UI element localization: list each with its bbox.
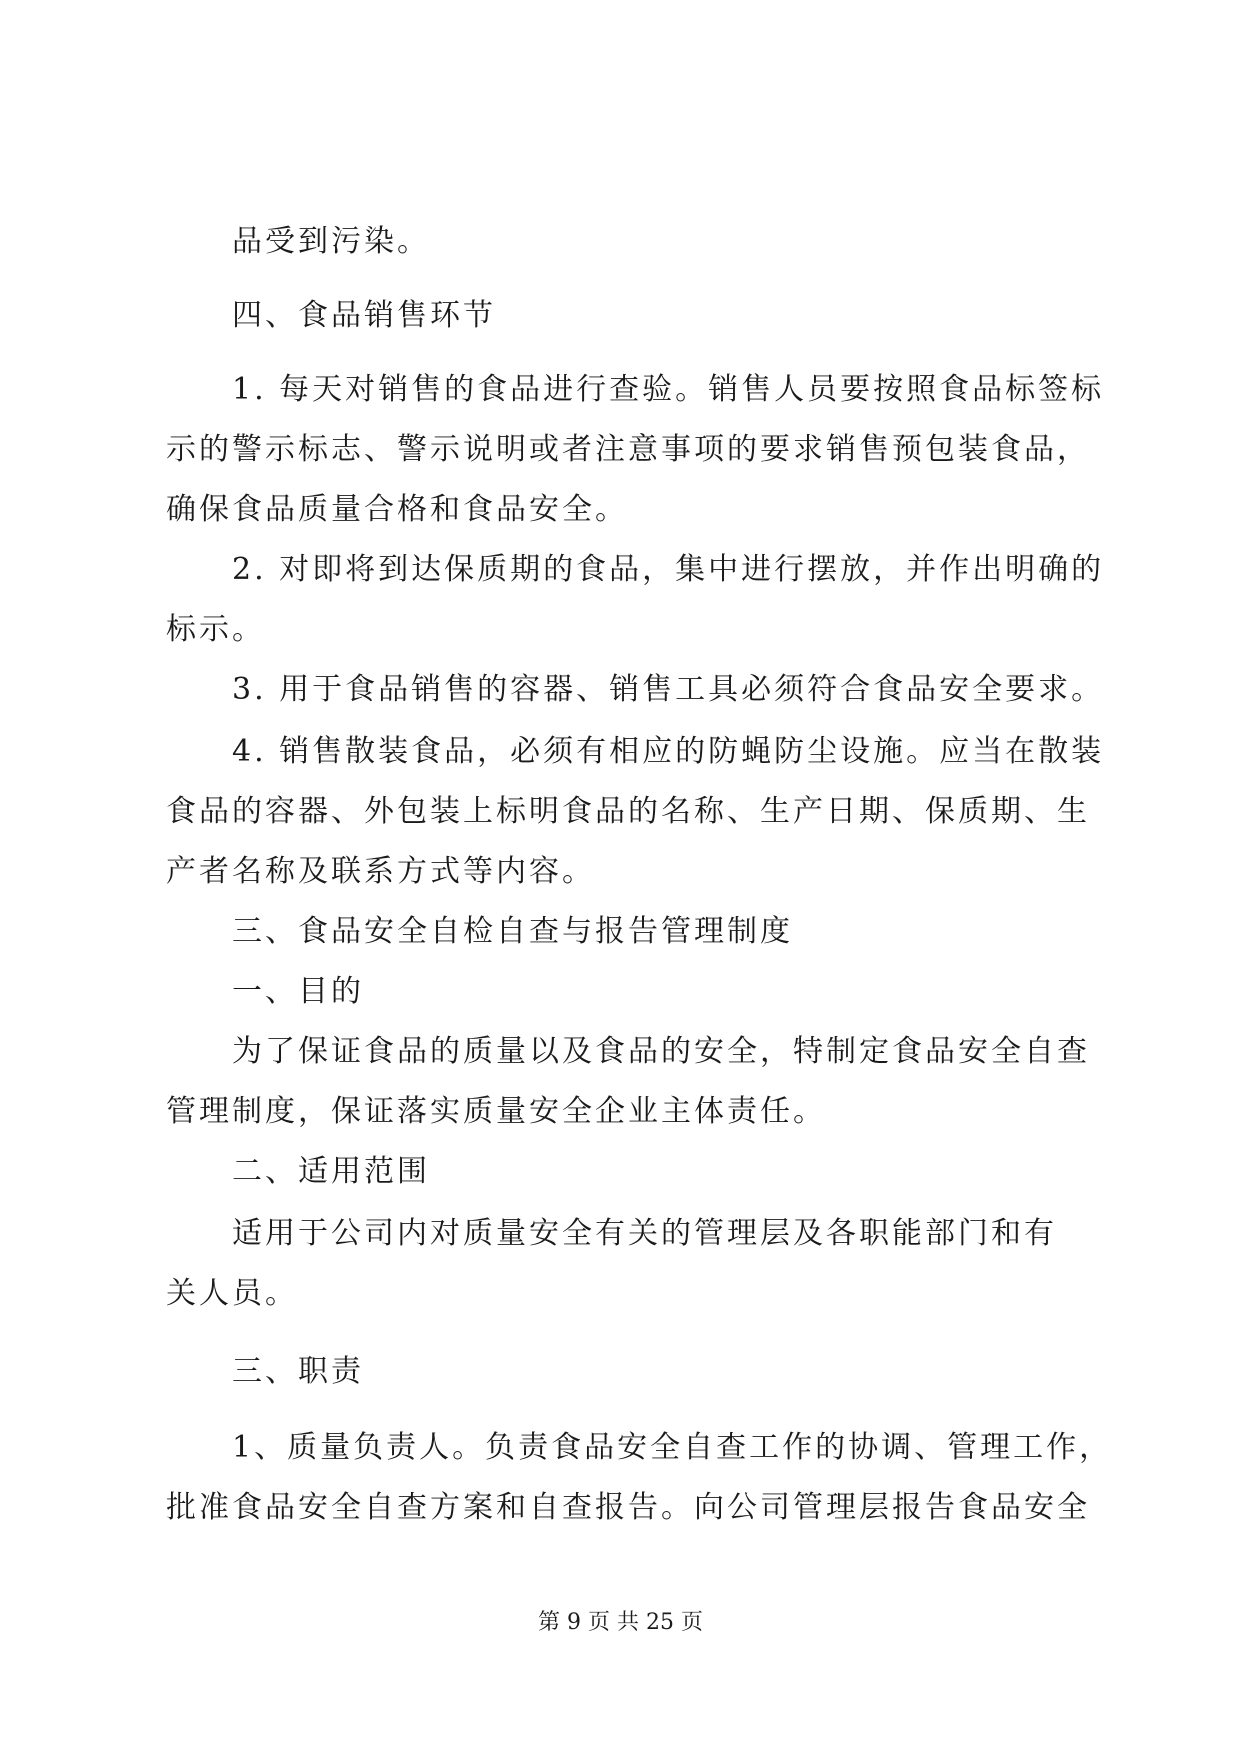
section-heading: 二、适用范围 — [232, 1154, 430, 1189]
body-text-line: 1. 每天对销售的食品进行查验。销售人员要按照食品标签标 — [232, 372, 1105, 407]
body-text-line: 品受到污染。 — [232, 224, 430, 259]
body-text-line: 关人员。 — [166, 1276, 298, 1311]
body-text-line: 为了保证食品的质量以及食品的安全，特制定食品安全自查 — [232, 1034, 1090, 1069]
body-text-line: 3. 用于食品销售的容器、销售工具必须符合食品安全要求。 — [232, 672, 1105, 707]
section-heading: 一、目的 — [232, 974, 364, 1009]
body-text-line: 4. 销售散装食品，必须有相应的防蝇防尘设施。应当在散装 — [232, 734, 1105, 769]
body-text-line: 产者名称及联系方式等内容。 — [166, 854, 595, 889]
body-text-line: 1、质量负责人。负责食品安全自查工作的协调、管理工作， — [232, 1430, 1113, 1465]
body-text-line: 标示。 — [166, 612, 265, 647]
section-heading: 四、食品销售环节 — [232, 298, 496, 333]
body-text-line: 适用于公司内对质量安全有关的管理层及各职能部门和有 — [232, 1216, 1057, 1251]
body-text-line: 管理制度，保证落实质量安全企业主体责任。 — [166, 1094, 826, 1129]
body-text-line: 2. 对即将到达保质期的食品，集中进行摆放，并作出明确的 — [232, 552, 1105, 587]
page-number-footer: 第 9 页 共 25 页 — [538, 1610, 703, 1635]
body-text-line: 确保食品质量合格和食品安全。 — [166, 492, 628, 527]
body-text-line: 示的警示标志、警示说明或者注意事项的要求销售预包装食品， — [166, 432, 1090, 467]
section-heading: 三、职责 — [232, 1354, 364, 1389]
body-text-line: 批准食品安全自查方案和自查报告。向公司管理层报告食品安全 — [166, 1490, 1090, 1525]
body-text-line: 食品的容器、外包装上标明食品的名称、生产日期、保质期、生 — [166, 794, 1090, 829]
section-heading: 三、食品安全自检自查与报告管理制度 — [232, 914, 793, 949]
